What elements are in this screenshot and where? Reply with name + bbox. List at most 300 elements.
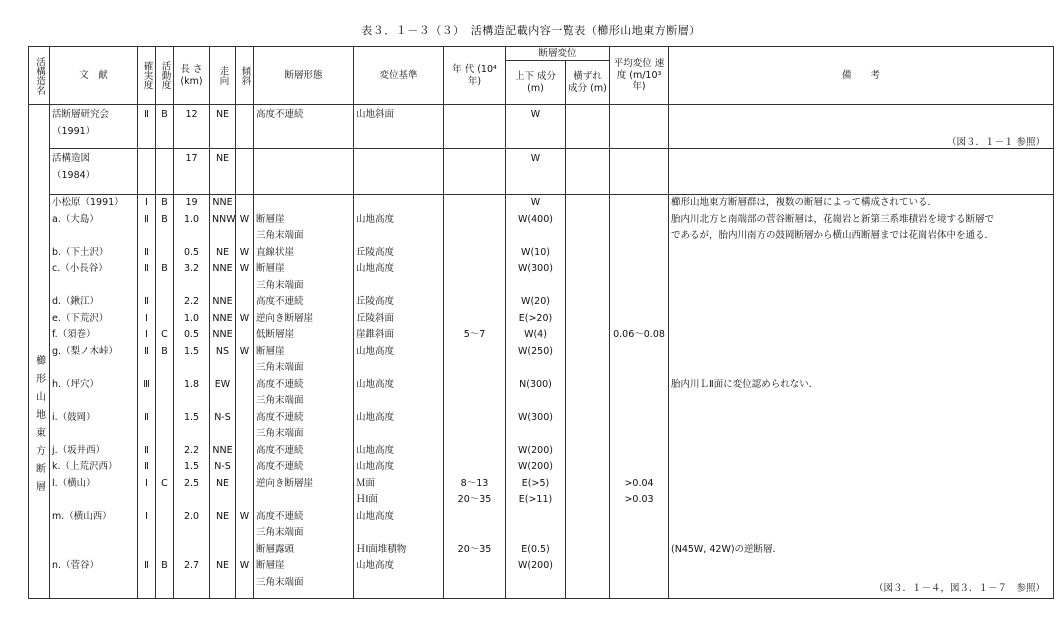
form-line: 三角末端面 bbox=[256, 576, 304, 588]
lit-line: e.（下荒沢） bbox=[52, 312, 109, 324]
dip-line bbox=[238, 525, 251, 542]
len-line: 1.5 bbox=[183, 461, 200, 472]
rate-line bbox=[612, 344, 666, 361]
len-line: 0.5 bbox=[183, 246, 200, 258]
age-line bbox=[446, 360, 503, 377]
age-line: 20～35 bbox=[457, 543, 492, 555]
rate-line bbox=[612, 575, 666, 592]
age-line bbox=[446, 278, 503, 295]
act-line bbox=[158, 377, 171, 394]
rate-line bbox=[612, 278, 666, 295]
dip-line: W bbox=[239, 213, 250, 225]
vert-line bbox=[508, 525, 563, 542]
lit-line bbox=[52, 393, 135, 410]
remarks-line bbox=[671, 525, 1051, 542]
strike-line: NS bbox=[215, 345, 230, 357]
age-line bbox=[446, 459, 503, 476]
cert-line: Ⅱ bbox=[144, 411, 149, 423]
header-strike: 走向 bbox=[210, 47, 236, 105]
lit-line: n.（菅谷） bbox=[52, 560, 100, 571]
age-line: 8～13 bbox=[460, 477, 489, 489]
dip-line bbox=[238, 476, 251, 493]
len-line: 3.2 bbox=[183, 263, 200, 274]
rate-line bbox=[612, 245, 666, 262]
vert-line: W(20) bbox=[521, 296, 550, 307]
act-line: C bbox=[161, 477, 168, 489]
horizontal-cell bbox=[566, 149, 610, 195]
certainty-cell bbox=[138, 149, 156, 195]
act-line bbox=[158, 492, 171, 509]
vert-line bbox=[508, 278, 563, 295]
vert-line: W(200) bbox=[518, 560, 553, 571]
age-line bbox=[446, 575, 503, 592]
dip-line: W bbox=[239, 510, 250, 522]
age-line bbox=[446, 245, 503, 262]
len-line: 0.5 bbox=[183, 329, 200, 340]
form-line: 三角末端面 bbox=[256, 230, 304, 241]
remarks-line bbox=[671, 294, 1051, 311]
header-literature: 文 献 bbox=[50, 47, 138, 105]
len-line: 2.5 bbox=[183, 477, 200, 489]
header-length: 長 さ (km) bbox=[174, 47, 210, 105]
ref-line bbox=[356, 575, 441, 592]
remarks-line bbox=[671, 443, 1051, 460]
remarks-line bbox=[671, 245, 1051, 262]
header-dip: 傾斜 bbox=[236, 47, 254, 105]
age-line bbox=[446, 261, 503, 278]
act-line: B bbox=[161, 560, 168, 571]
rate-line bbox=[612, 377, 666, 394]
cert-line: Ⅰ bbox=[145, 510, 148, 522]
rate-line bbox=[612, 195, 666, 212]
rate-cell bbox=[610, 149, 669, 195]
rate-line bbox=[612, 443, 666, 460]
cert-line: Ⅰ bbox=[145, 477, 148, 489]
rate-line bbox=[612, 228, 666, 245]
dip-line bbox=[238, 542, 251, 559]
len-line: 2.2 bbox=[183, 296, 200, 307]
ref-line bbox=[356, 525, 441, 542]
remarks-line: 胎内川北方と南端部の菅谷断層は，花崗岩と新第三系堆積岩を境する断層で bbox=[671, 213, 995, 225]
len-line: 1.5 bbox=[183, 411, 200, 423]
form-line: 断層崖 bbox=[256, 213, 285, 225]
reference-cell: 山地斜面 bbox=[354, 105, 444, 149]
header-remarks: 備 考 bbox=[669, 47, 1054, 105]
vert-line: W(300) bbox=[518, 263, 553, 274]
dip-line bbox=[238, 492, 251, 509]
rate-line bbox=[612, 542, 666, 559]
literature-cell: 活構造図 （1984） bbox=[50, 149, 138, 195]
strike-line bbox=[212, 393, 233, 410]
lit-line: a.（大島） bbox=[52, 213, 99, 225]
len-line bbox=[176, 393, 207, 410]
remarks-line bbox=[671, 492, 1051, 509]
strike-line bbox=[212, 575, 233, 592]
dip-line bbox=[238, 360, 251, 377]
dip-line: W bbox=[239, 246, 250, 258]
rate-line bbox=[612, 558, 666, 575]
remarks-line bbox=[671, 426, 1051, 443]
act-line bbox=[158, 459, 171, 476]
vert-line: W(10) bbox=[521, 246, 550, 258]
dip-line: W bbox=[239, 345, 250, 357]
ref-line: 山地高度 bbox=[356, 461, 395, 472]
ref-line: 丘陵斜面 bbox=[356, 312, 395, 324]
reference-cell bbox=[354, 149, 444, 195]
form-line: 断層崖 bbox=[256, 263, 285, 274]
rate-line bbox=[612, 294, 666, 311]
rate-line bbox=[612, 261, 666, 278]
dip-line bbox=[238, 443, 251, 460]
form-line: 高度不連続 bbox=[256, 378, 304, 390]
header-fault-name: 活構造名 bbox=[29, 47, 50, 105]
age-line bbox=[446, 525, 503, 542]
cert-line bbox=[140, 575, 153, 592]
len-line bbox=[176, 525, 207, 542]
dip-line: W bbox=[239, 560, 250, 571]
strike-line bbox=[212, 542, 233, 559]
remarks-line bbox=[671, 360, 1051, 377]
vert-line bbox=[508, 426, 563, 443]
form-line: 高度不連続 bbox=[256, 510, 304, 522]
strike-line: NNE bbox=[212, 444, 233, 456]
form-line: 断層崖 bbox=[256, 560, 285, 571]
remarks-line bbox=[671, 509, 1051, 526]
ref-line bbox=[356, 278, 441, 295]
form-line bbox=[256, 195, 351, 212]
dip-line bbox=[238, 294, 251, 311]
act-line bbox=[158, 426, 171, 443]
cert-line: Ⅰ bbox=[145, 197, 148, 208]
len-line bbox=[176, 228, 207, 245]
rate-line: 0.06～0.08 bbox=[613, 329, 665, 340]
ref-line: 山地高度 bbox=[356, 213, 395, 225]
rate-line bbox=[612, 212, 666, 229]
ref-line: 山地高度 bbox=[356, 378, 395, 390]
act-line: B bbox=[161, 345, 168, 357]
certainty-column bbox=[138, 195, 156, 599]
len-line: 2.2 bbox=[183, 444, 200, 456]
activity-cell bbox=[156, 149, 174, 195]
age-cell bbox=[444, 149, 506, 195]
rate-line bbox=[612, 525, 666, 542]
age-line bbox=[446, 294, 503, 311]
strike-line: N-S bbox=[214, 461, 231, 472]
vertical-cell: W bbox=[506, 105, 566, 149]
len-line: 1.5 bbox=[183, 345, 200, 357]
cert-line bbox=[140, 426, 153, 443]
act-line: B bbox=[161, 263, 168, 274]
rate-line: >0.03 bbox=[624, 494, 654, 505]
rate-line bbox=[612, 393, 666, 410]
cert-line bbox=[140, 278, 153, 295]
length-column bbox=[174, 195, 210, 599]
act-line bbox=[158, 294, 171, 311]
act-line bbox=[158, 245, 171, 262]
len-line: 2.7 bbox=[183, 560, 200, 571]
lit-line: f.（須巻） bbox=[52, 329, 96, 340]
vert-line: W(200) bbox=[518, 444, 553, 456]
strike-line bbox=[212, 278, 233, 295]
remarks-line bbox=[671, 558, 1051, 575]
remarks-line bbox=[671, 311, 1051, 328]
cert-line: Ⅱ bbox=[144, 296, 149, 307]
vert-line: W(300) bbox=[518, 411, 553, 423]
cert-line: Ⅲ bbox=[143, 378, 150, 390]
dip-line: W bbox=[239, 263, 250, 274]
act-line bbox=[158, 360, 171, 377]
vert-line: W bbox=[530, 197, 541, 208]
ref-line: 山地高度 bbox=[356, 345, 395, 357]
lit-line bbox=[52, 228, 135, 245]
ref-line: Ｍ面 bbox=[356, 477, 376, 489]
ref-line: 山地高度 bbox=[356, 444, 395, 456]
activity-column bbox=[156, 195, 174, 599]
dip-line bbox=[238, 228, 251, 245]
vert-line: W(250) bbox=[518, 345, 553, 357]
vert-line: E(0.5) bbox=[521, 543, 550, 555]
remarks-line bbox=[671, 327, 1051, 344]
lit-line bbox=[52, 542, 135, 559]
strike-line: NNW bbox=[212, 213, 236, 225]
dip-line bbox=[238, 327, 251, 344]
header-certainty: 確実度 bbox=[138, 47, 156, 105]
table-title: 表３．１－３（３） 活構造記載内容一覧表（櫛形山地東方断層） bbox=[361, 24, 701, 37]
form-line: 三角末端面 bbox=[256, 428, 304, 439]
dip-line bbox=[238, 575, 251, 592]
length-cell: 12 bbox=[174, 105, 210, 149]
dip-column bbox=[236, 195, 254, 599]
strike-line: NE bbox=[215, 510, 230, 522]
len-line: 19 bbox=[185, 197, 198, 208]
vert-line: W(4) bbox=[524, 329, 547, 340]
cert-line: Ⅰ bbox=[145, 312, 148, 324]
cert-line: Ⅱ bbox=[144, 461, 149, 472]
rate-line bbox=[612, 360, 666, 377]
form-line: 断層崖 bbox=[256, 345, 285, 357]
fault-form-column bbox=[254, 195, 354, 599]
len-line bbox=[176, 492, 207, 509]
remarks-line bbox=[671, 261, 1051, 278]
lit-line: m.（横山西） bbox=[52, 510, 112, 522]
len-line bbox=[176, 575, 207, 592]
age-line bbox=[446, 426, 503, 443]
age-line bbox=[446, 311, 503, 328]
remarks-line: 櫛形山地東方断層群は，複数の断層によって構成されている． bbox=[671, 197, 938, 208]
cert-line bbox=[140, 393, 153, 410]
vert-line bbox=[508, 228, 563, 245]
cert-line: Ⅱ bbox=[144, 213, 149, 225]
lit-line: c.（小長谷） bbox=[52, 263, 108, 274]
act-line bbox=[158, 228, 171, 245]
strike-line bbox=[212, 492, 233, 509]
form-line: 高度不連続 bbox=[256, 461, 304, 472]
act-line bbox=[158, 525, 171, 542]
rate-line bbox=[612, 509, 666, 526]
header-vertical-component: 上下 成分 (m) bbox=[506, 61, 566, 105]
age-line bbox=[446, 195, 503, 212]
age-line bbox=[446, 344, 503, 361]
remarks-line bbox=[671, 476, 1051, 493]
vert-line bbox=[508, 393, 563, 410]
dip-line: W bbox=[239, 312, 250, 324]
act-line: C bbox=[161, 329, 168, 340]
rate-line bbox=[612, 426, 666, 443]
vert-line bbox=[508, 575, 563, 592]
lit-line: k.（上荒沢西） bbox=[52, 461, 118, 472]
form-line: 逆向き断層崖 bbox=[256, 477, 314, 489]
vert-line: N(300) bbox=[519, 378, 552, 390]
vert-line: E(>20) bbox=[518, 312, 553, 324]
lit-line bbox=[52, 360, 135, 377]
age-cell bbox=[444, 105, 506, 149]
ref-line: 丘陵高度 bbox=[356, 246, 395, 258]
strike-column bbox=[210, 195, 236, 599]
remarks-line: (N45W, 42W)の逆断層． bbox=[671, 543, 783, 555]
lit-line: l.（横山） bbox=[52, 477, 96, 489]
remarks-line: 胎内川ＬⅡ面に変位認められない． bbox=[671, 378, 819, 390]
ref-line: 山地高度 bbox=[356, 510, 395, 522]
dip-cell bbox=[236, 149, 254, 195]
vertical-cell: W bbox=[506, 149, 566, 195]
len-line: 1.8 bbox=[183, 378, 200, 390]
lit-line: 小松原（1991） bbox=[52, 197, 124, 208]
length-cell: 17 bbox=[174, 149, 210, 195]
header-slip-rate: 平均変位 速度 (m/10³年) bbox=[610, 47, 669, 105]
literature-cell: 活断層研究会 （1991） bbox=[50, 105, 138, 149]
table-row bbox=[29, 149, 1054, 195]
strike-cell: NE bbox=[210, 105, 236, 149]
strike-line: NNE bbox=[212, 263, 233, 274]
form-line bbox=[256, 492, 351, 509]
lit-line: b.（下土沢） bbox=[52, 246, 109, 258]
cert-line bbox=[140, 525, 153, 542]
ref-line: 山地高度 bbox=[356, 560, 395, 571]
rate-line: >0.04 bbox=[624, 477, 654, 489]
remarks-line bbox=[671, 459, 1051, 476]
age-line bbox=[446, 212, 503, 229]
ref-line: ＨⅠ面 bbox=[356, 494, 378, 505]
remarks-column bbox=[669, 195, 1054, 599]
len-line: 2.0 bbox=[183, 510, 200, 522]
cert-line: Ⅱ bbox=[144, 263, 149, 274]
act-line: B bbox=[161, 197, 168, 208]
header-horizontal-component: 横ずれ 成分 (m) bbox=[566, 61, 610, 105]
strike-line bbox=[212, 228, 233, 245]
act-line bbox=[158, 443, 171, 460]
lit-line bbox=[52, 525, 135, 542]
act-line bbox=[158, 311, 171, 328]
table-row bbox=[29, 105, 1054, 149]
vert-line: E(>11) bbox=[518, 494, 553, 505]
dip-line bbox=[238, 459, 251, 476]
fault-form-cell: 高度不連続 bbox=[254, 105, 354, 149]
cert-line bbox=[140, 542, 153, 559]
age-column bbox=[444, 195, 506, 599]
strike-line: EW bbox=[214, 378, 231, 390]
len-line bbox=[176, 278, 207, 295]
dip-cell bbox=[236, 105, 254, 149]
dip-line bbox=[238, 410, 251, 427]
strike-line: NE bbox=[215, 246, 230, 258]
header-fault-displacement: 断層変位 bbox=[506, 47, 610, 61]
vertical-column bbox=[506, 195, 566, 599]
act-line bbox=[158, 278, 171, 295]
form-line: 高度不連続 bbox=[256, 444, 304, 456]
rate-line bbox=[612, 459, 666, 476]
dip-line bbox=[238, 278, 251, 295]
lit-line bbox=[52, 575, 135, 592]
literature-column bbox=[50, 195, 138, 599]
remarks-cell bbox=[669, 149, 1054, 195]
form-line: 高度不連続 bbox=[256, 296, 304, 307]
act-line: B bbox=[161, 213, 168, 225]
remarks-line bbox=[671, 393, 1051, 410]
strike-line: NNE bbox=[212, 197, 233, 208]
lit-line: g.（梨ノ木峠） bbox=[52, 345, 119, 357]
lit-line: d.（鍬江） bbox=[52, 296, 100, 307]
len-line bbox=[176, 542, 207, 559]
form-line: 三角末端面 bbox=[256, 527, 304, 538]
table-row bbox=[29, 195, 1054, 599]
age-line bbox=[446, 443, 503, 460]
dip-line bbox=[238, 393, 251, 410]
cert-line bbox=[140, 228, 153, 245]
form-line: 直線状崖 bbox=[256, 246, 295, 258]
ref-line: 山地高度 bbox=[356, 411, 395, 423]
strike-line bbox=[212, 426, 233, 443]
horizontal-cell bbox=[566, 105, 610, 149]
act-line bbox=[158, 542, 171, 559]
strike-line: NNE bbox=[212, 329, 233, 340]
form-line: 高度不連続 bbox=[256, 411, 304, 423]
vert-line bbox=[508, 509, 563, 526]
strike-line: NNE bbox=[212, 312, 233, 324]
header-age: 年 代 (10⁴年) bbox=[444, 47, 506, 105]
strike-line: N-S bbox=[214, 411, 231, 423]
ref-line: 丘陵高度 bbox=[356, 296, 395, 307]
act-line bbox=[158, 393, 171, 410]
remarks-line: であるが，胎内川南方の鼓岡断層から横山西断層までは花崗岩体中を通る． bbox=[671, 230, 995, 241]
form-line: 断層露頭 bbox=[256, 543, 295, 555]
vert-line: E(>5) bbox=[521, 477, 550, 489]
age-line bbox=[446, 558, 503, 575]
len-line bbox=[176, 360, 207, 377]
strike-line: NE bbox=[215, 477, 230, 489]
vert-line: W(200) bbox=[518, 461, 553, 472]
header-activity: 活動度 bbox=[156, 47, 174, 105]
form-line: 逆向き断層崖 bbox=[256, 312, 314, 324]
rate-line bbox=[612, 311, 666, 328]
certainty-cell: Ⅱ bbox=[138, 105, 156, 149]
remarks-cell: （図３．１－１ 参照） bbox=[669, 105, 1054, 149]
form-line: 三角末端面 bbox=[256, 362, 304, 373]
rate-column bbox=[610, 195, 669, 599]
age-line: 5～7 bbox=[463, 329, 486, 340]
lit-line: h.（坪穴） bbox=[52, 378, 100, 390]
cert-line: Ⅱ bbox=[144, 560, 149, 571]
ref-line bbox=[356, 195, 441, 212]
strike-line: NNE bbox=[212, 296, 233, 307]
ref-line: 山地高度 bbox=[356, 263, 395, 274]
age-line bbox=[446, 228, 503, 245]
form-line: 低断層崖 bbox=[256, 329, 295, 340]
header-displacement-reference: 変位基準 bbox=[354, 47, 444, 105]
rate-cell bbox=[610, 105, 669, 149]
strike-line: NE bbox=[215, 560, 230, 571]
len-line bbox=[176, 426, 207, 443]
lit-line bbox=[52, 492, 135, 509]
